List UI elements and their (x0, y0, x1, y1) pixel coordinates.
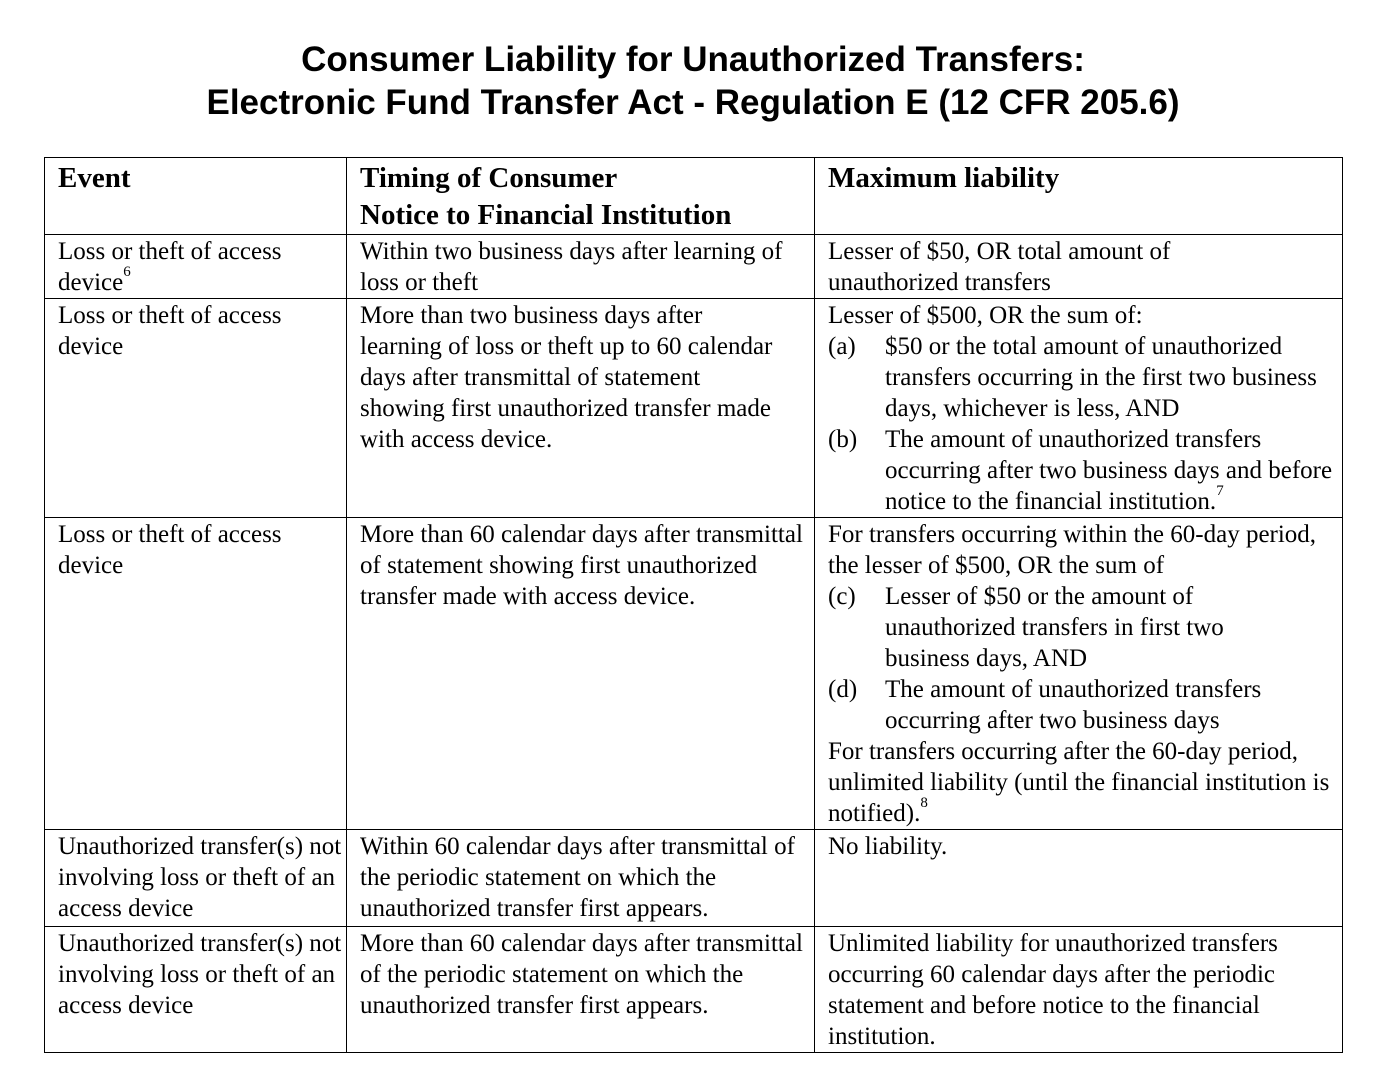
list-item-label: (b) (828, 426, 858, 453)
list-item-text: The amount of unauthorized transfers occurring after two business days and before notice to the financial institution. (885, 426, 1333, 515)
list-item-text: The amount of unauthorized transfers occurring after two business days (885, 676, 1262, 734)
event-text: Loss or theft of access device (58, 238, 282, 296)
footnote-ref: 6 (123, 264, 131, 280)
header-timing-line-1: Timing of Consumer (360, 162, 618, 194)
header-max-liability: Maximum liability (815, 158, 1343, 235)
timing-cell: More than two business days after learning of loss or theft up to 60 calendar days after transmittal of statement showing first unauthorized transfer made with access device. (347, 299, 815, 518)
table-row (45, 299, 1343, 518)
event-cell: Loss or theft of access device (45, 299, 347, 518)
timing-cell: More than 60 calendar days after transmittal of the periodic statement on which the unauthorized transfer first appears. (347, 927, 815, 1053)
list-item (828, 581, 1338, 674)
event-cell: Unauthorized transfer(s) not involving loss or theft of an access device (45, 927, 347, 1053)
list-item-text: $50 or the total amount of unauthorized transfers occurring in the first two business days, whichever is less, AND (885, 333, 1317, 422)
title-line-2: Electronic Fund Transfer Act - Regulation E (12 CFR 205.6) (206, 83, 1180, 122)
title-line-1: Consumer Liability for Unauthorized Transfers: (301, 40, 1085, 79)
header-timing-line-2: Notice to Financial Institution (360, 199, 732, 231)
header-event: Event (45, 158, 347, 235)
list-item (828, 331, 1338, 424)
table-row (45, 830, 1343, 927)
table-row (45, 235, 1343, 299)
max-outro-wrap (828, 736, 1338, 829)
timing-cell: Within two business days after learning of loss or theft (347, 235, 815, 299)
list-item-label: (d) (828, 676, 858, 703)
max-intro: For transfers occurring within the 60-day period, the lesser of $500, OR the sum of (828, 521, 1317, 579)
header-timing (347, 158, 815, 235)
list-item (828, 424, 1338, 517)
footnote-ref: 8 (920, 795, 928, 811)
list-item-text-wrap (885, 424, 1338, 517)
event-cell (45, 235, 347, 299)
list-item-label: (c) (828, 583, 856, 610)
footnote-ref: 7 (1216, 483, 1224, 499)
max-outro: For transfers occurring after the 60-day period, unlimited liability (until the financial institution is notified). (828, 738, 1330, 827)
header-row (45, 158, 1343, 235)
list-item-label: (a) (828, 333, 856, 360)
max-liability-cell: No liability. (815, 830, 1343, 927)
max-intro: Lesser of $500, OR the sum of: (828, 302, 1143, 329)
max-liability-cell (815, 299, 1343, 518)
event-cell: Unauthorized transfer(s) not involving loss or theft of an access device (45, 830, 347, 927)
timing-cell: Within 60 calendar days after transmittal of the periodic statement on which the unauthorized transfer first appears. (347, 830, 815, 927)
list-item-text: Lesser of $50 or the amount of unauthorized transfers in first two business days, AND (885, 583, 1224, 672)
max-liability-cell: Lesser of $50, OR total amount of unauthorized transfers (815, 235, 1343, 299)
timing-cell: More than 60 calendar days after transmittal of statement showing first unauthorized transfer made with access device. (347, 518, 815, 830)
list-item (828, 674, 1338, 736)
max-liability-cell: Unlimited liability for unauthorized transfers occurring 60 calendar days after the periodic statement and before notice to the financial institution. (815, 927, 1343, 1053)
table-row (45, 518, 1343, 830)
event-cell: Loss or theft of access device (45, 518, 347, 830)
max-liability-cell (815, 518, 1343, 830)
table-row (45, 927, 1343, 1053)
liability-table (44, 157, 1343, 1053)
page-title (0, 38, 1386, 124)
